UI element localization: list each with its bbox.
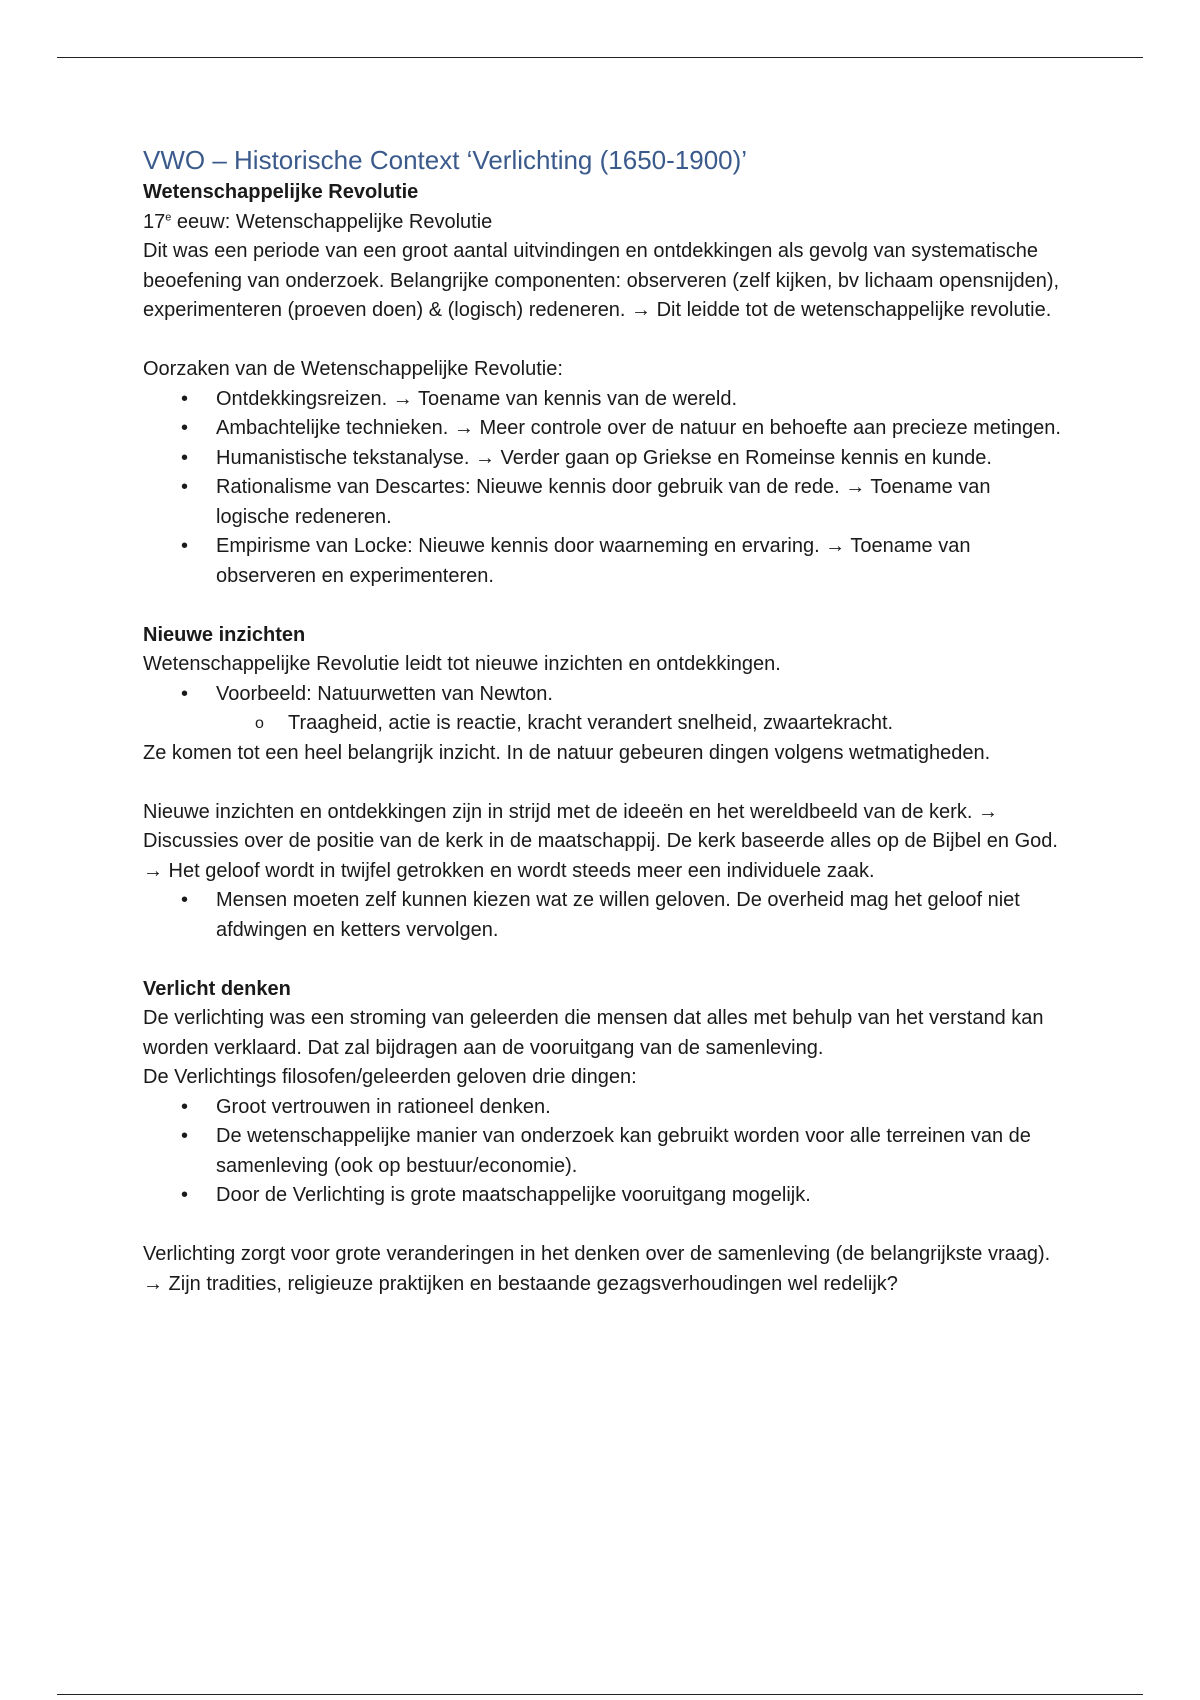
section-heading-verlicht-denken: Verlicht denken [143, 977, 291, 1000]
footer-rule [57, 1694, 1143, 1695]
beliefs-intro: De Verlichtings filosofen/geleerden geloven drie dingen: [143, 1066, 637, 1088]
list-item: • Door de Verlichting is grote maatschappelijke vooruitgang mogelijk. [143, 1181, 1063, 1211]
belief-choice-list [143, 886, 1063, 945]
causes-list [143, 385, 1063, 592]
paragraph: Wetenschappelijke Revolutie leidt tot nieuwe inzichten en ontdekkingen. [143, 653, 781, 675]
header-rule [57, 57, 1143, 58]
list-item: • Ontdekkingsreizen. → Toename van kennis van de wereld. [143, 385, 1063, 415]
list-item: • Mensen moeten zelf kunnen kiezen wat ze willen geloven. De overheid mag het geloof niet afdwingen en ketters vervolgen. [143, 886, 1063, 945]
beliefs-list [143, 1093, 1063, 1211]
paragraph: Verlichting zorgt voor grote veranderingen in het denken over de samenleving (de belangrijkste vraag). → Zijn tradities, religieuze praktijken en bestaande gezagsverhoudingen wel redelijk? [143, 1243, 1051, 1295]
century-superscript: e [165, 210, 172, 223]
century-number: 17 [143, 210, 166, 233]
century-line [143, 208, 1063, 238]
century-text: eeuw: Wetenschappelijke Revolutie [171, 210, 493, 233]
causes-intro: Oorzaken van de Wetenschappelijke Revolutie: [143, 358, 563, 380]
document-title: VWO – Historische Context ‘Verlichting (1650-1900)’ [143, 145, 748, 175]
section-heading-nieuwe-inzichten: Nieuwe inzichten [143, 623, 306, 646]
list-item: • Voorbeeld: Natuurwetten van Newton. [143, 680, 1063, 710]
paragraph: Nieuwe inzichten en ontdekkingen zijn in strijd met de ideeën en het wereldbeeld van de kerk. → Discussies over de positie van de kerk in de maatschappij. De kerk baseerde alles op de Bijbel en God. → Het geloof wordt in twijfel getrokken en wordt steeds meer een individuele zaak. [143, 800, 1058, 882]
section-heading-wetenschappelijke-revolutie: Wetenschappelijke Revolutie [143, 181, 419, 203]
paragraph: De verlichting was een stroming van geleerden die mensen dat alles met behulp van het verstand kan worden verklaard. Dat zal bijdragen aan de vooruitgang van de samenleving. [143, 1007, 1044, 1059]
paragraph: Dit was een periode van een groot aantal uitvindingen en ontdekkingen als gevolg van systematische beoefening van onderzoek. Belangrijke componenten: observeren (zelf kijken, bv lichaam opensnijden), experimenteren (proeven doen) & (logisch) redeneren. → Dit leidde tot de wetenschappelijke revolutie. [143, 240, 1060, 321]
list-item: • Empirisme van Locke: Nieuwe kennis door waarneming en ervaring. → Toename van observeren en experimenteren. [143, 532, 1063, 591]
list-item: o Traagheid, actie is reactie, kracht verandert snelheid, zwaartekracht. [143, 709, 1063, 739]
subexample-list [143, 709, 1063, 739]
document-page [143, 142, 1063, 1299]
paragraph: Ze komen tot een heel belangrijk inzicht. In de natuur gebeuren dingen volgens wetmatigheden. [143, 741, 991, 764]
list-item: • Ambachtelijke technieken. → Meer controle over de natuur en behoefte aan precieze metingen. [143, 414, 1063, 444]
list-item: • De wetenschappelijke manier van onderzoek kan gebruikt worden voor alle terreinen van de samenleving (ook op bestuur/economie). [143, 1122, 1063, 1181]
list-item: • Groot vertrouwen in rationeel denken. [143, 1093, 1063, 1123]
list-item: • Rationalisme van Descartes: Nieuwe kennis door gebruik van de rede. → Toename van logische redeneren. [143, 473, 1063, 532]
example-list [143, 680, 1063, 710]
list-item: • Humanistische tekstanalyse. → Verder gaan op Griekse en Romeinse kennis en kunde. [143, 444, 1063, 474]
